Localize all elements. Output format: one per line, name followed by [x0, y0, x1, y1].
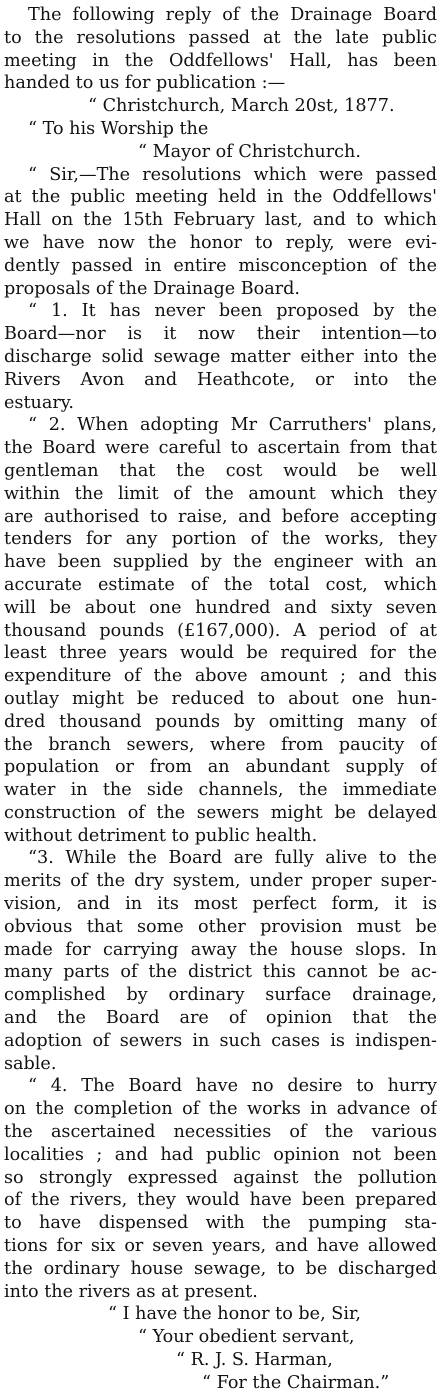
text-line: handed to us for publication :—: [4, 73, 286, 94]
text-line: “ 2. When adopting Mr Carruthers' plans,: [28, 415, 437, 436]
text-line: will be about one hundred and sixty seven: [4, 597, 437, 618]
text-line: so strongly expressed against the pollution: [4, 1167, 437, 1188]
text-line: obvious that some other provision must be: [4, 916, 437, 937]
text-line: made for carrying away the house slops. In: [4, 939, 437, 960]
text-line: the branch sewers, where from paucity of: [4, 734, 437, 755]
text-line: we have now the honor to reply, were evi-: [4, 232, 437, 253]
salutation: “ To his Worship the: [28, 118, 209, 139]
signature-line: “ For the Chairman.”: [202, 1372, 390, 1393]
text-line: Hall on the 15th February last, and to which: [4, 210, 437, 231]
text-line: population or from an abundant supply of: [4, 757, 437, 778]
text-line: gentleman that the cost would be well: [4, 460, 437, 481]
text-line: Board—nor is it now their intention—to: [4, 324, 437, 345]
dateline: “ Christchurch, March 20st, 1877.: [88, 96, 395, 117]
text-line: construction of the sewers might be delayed: [4, 802, 437, 823]
salutation: “ Mayor of Christchurch.: [138, 141, 361, 162]
text-line: discharge solid sewage matter either into the: [4, 346, 437, 367]
text-line: estuary.: [4, 392, 74, 413]
text-line: the ordinary house sewage, to be discharged: [4, 1258, 437, 1279]
text-line: into the rivers as at present.: [4, 1281, 258, 1302]
text-line: dently passed in entire misconception of the: [4, 255, 437, 276]
text-line: and the Board are of opinion that the: [4, 1008, 437, 1029]
text-line: merits of the dry system, under proper super-: [4, 871, 437, 892]
text-line: sable.: [4, 1053, 57, 1074]
text-line: outlay might be reduced to about one hun-: [4, 688, 437, 709]
text-line: “ 4. The Board have no desire to hurry: [28, 1076, 437, 1097]
text-line: complished by ordinary surface drainage,: [4, 985, 437, 1006]
text-line: without detriment to public health.: [4, 825, 318, 846]
closing-line: “ Your obedient servant,: [138, 1327, 355, 1348]
text-line: localities ; and had public opinion not been: [4, 1144, 437, 1165]
text-line: least three years would be required for the: [4, 643, 437, 664]
text-line: Rivers Avon and Heathcote, or into the: [4, 369, 437, 390]
text-line: accurate estimate of the total cost, which: [4, 574, 437, 595]
text-line: expenditure of the above amount ; and this: [4, 666, 437, 687]
text-line: of the rivers, they would have been prepared: [4, 1190, 437, 1211]
text-line: tions for six or seven years, and have allowed: [4, 1236, 437, 1257]
text-line: to have dispensed with the pumping sta-: [4, 1213, 437, 1234]
text-line: dred thousand pounds by omitting many of: [4, 711, 437, 732]
text-line: adoption of sewers in such cases is indispen-: [4, 1030, 437, 1051]
text-line: meeting in the Oddfellows' Hall, has been: [4, 50, 437, 71]
text-line: proposals of the Drainage Board.: [4, 278, 300, 299]
text-line: at the public meeting held in the Oddfellows': [4, 187, 437, 208]
text-line: many parts of the district this cannot be ac-: [4, 962, 437, 983]
text-line: The following reply of the Drainage Board: [28, 5, 437, 25]
text-line: “ 1. It has never been proposed by the: [28, 301, 437, 322]
text-line: water in the side channels, the immediate: [4, 780, 437, 801]
text-line: to the resolutions passed at the late public: [4, 27, 437, 48]
text-line: thousand pounds (£167,000). A period of at: [4, 620, 437, 641]
text-line: vision, and in its most perfect form, it is: [4, 894, 437, 915]
text-line: are authorised to raise, and before accepting: [4, 506, 437, 527]
text-line: on the completion of the works in advance of: [4, 1099, 437, 1120]
text-line: tenders for any portion of the works, they: [4, 529, 437, 550]
signature-line: “ R. J. S. Harman,: [176, 1350, 333, 1371]
text-line: have been supplied by the engineer with an: [4, 552, 437, 573]
text-line: “ Sir,—The resolutions which were passed: [28, 164, 437, 185]
text-line: the Board were careful to ascertain from that: [4, 438, 437, 459]
text-line: within the limit of the amount which they: [4, 483, 437, 504]
text-line: “3. While the Board are fully alive to the: [28, 848, 437, 869]
text-line: the ascertained necessities of the various: [4, 1122, 437, 1143]
closing-line: “ I have the honor to be, Sir,: [108, 1304, 362, 1325]
